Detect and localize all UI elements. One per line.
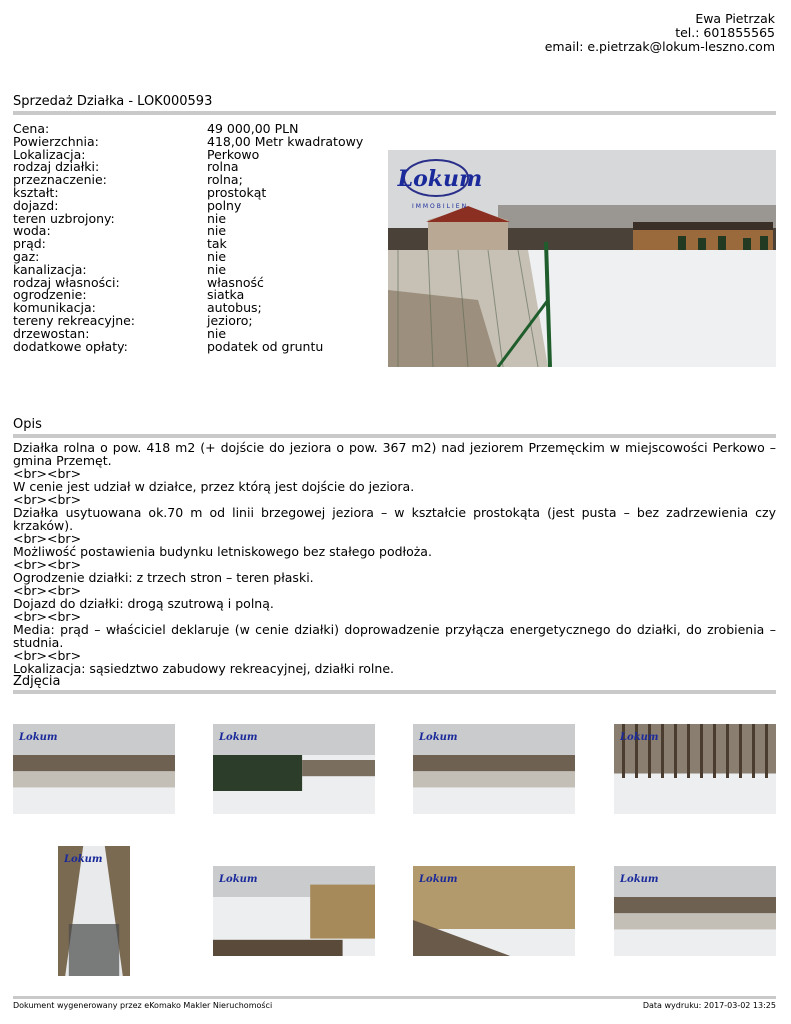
description-line: <br><br> bbox=[13, 609, 82, 624]
description-line: <br><br> bbox=[13, 492, 82, 507]
photo-thumbnail[interactable] bbox=[413, 724, 575, 814]
description-line: <br><br> bbox=[13, 531, 82, 546]
param-value: jezioro; bbox=[207, 312, 253, 328]
param-value: rolna bbox=[207, 159, 239, 175]
param-label: kształt: bbox=[13, 184, 59, 200]
photos-title: Zdjęcia bbox=[13, 674, 61, 689]
agent-contact bbox=[545, 12, 775, 54]
description-line: Możliwość postawienia budynku letniskowego bez stałego podłoża. bbox=[13, 544, 432, 559]
param-row bbox=[13, 122, 383, 135]
param-value: nie bbox=[207, 325, 227, 341]
description-line: Lokalizacja: sąsiedztwo zabudowy rekreacyjnej, działki rolne. bbox=[13, 661, 394, 676]
param-label: gaz: bbox=[13, 248, 40, 264]
param-value: nie bbox=[207, 248, 227, 264]
description-line: Media: prąd – właściciel deklaruje (w cenie działki) doprowadzenie przyłącza energetycznego do działki, do zrobienia – studnia. bbox=[13, 622, 776, 650]
param-value: Perkowo bbox=[207, 146, 260, 162]
param-row bbox=[13, 224, 383, 237]
description-line: <br><br> bbox=[13, 466, 82, 481]
thumbnail-logo-icon: Lokum bbox=[419, 732, 458, 743]
photo-thumbnail[interactable] bbox=[213, 724, 375, 814]
thumbnail-logo-icon: Lokum bbox=[419, 874, 458, 885]
param-label: Powierzchnia: bbox=[13, 133, 99, 149]
param-label: kanalizacja: bbox=[13, 261, 87, 277]
description-line: <br><br> bbox=[13, 557, 82, 572]
param-label: komunikacja: bbox=[13, 300, 96, 316]
param-row bbox=[13, 237, 383, 250]
param-label: tereny rekreacyjne: bbox=[13, 312, 136, 328]
param-row bbox=[13, 250, 383, 263]
param-row bbox=[13, 212, 383, 225]
footer-print-date: Data wydruku: 2017-03-02 13:25 bbox=[642, 1001, 776, 1010]
param-label: teren uzbrojony: bbox=[13, 210, 115, 226]
photo-thumbnail[interactable] bbox=[58, 846, 130, 976]
param-row bbox=[13, 135, 383, 148]
agent-phone: tel.: 601855565 bbox=[675, 25, 775, 40]
param-row bbox=[13, 173, 383, 186]
description-line: Działka rolna o pow. 418 m2 (+ dojście do jeziora o pow. 367 m2) nad jeziorem Przemęckim w miejscowości Perkowo – gmina Przemęt. bbox=[13, 440, 776, 468]
description-line: W cenie jest udział w działce, przez którą jest dojście do jeziora. bbox=[13, 479, 415, 494]
param-row bbox=[13, 263, 383, 276]
param-label: drzewostan: bbox=[13, 325, 90, 341]
param-value: 49 000,00 PLN bbox=[207, 121, 299, 136]
photo-thumbnail[interactable] bbox=[213, 866, 375, 956]
thumbnail-logo-icon: Lokum bbox=[19, 732, 58, 743]
description-line: <br><br> bbox=[13, 583, 82, 598]
description-line: Działka usytuowana ok.70 m od linii brzegowej jeziora – w kształcie prostokąta (jest pusta – bez zadrzewienia czy krzaków). bbox=[13, 505, 776, 533]
title-divider bbox=[13, 111, 776, 115]
param-label: Lokalizacja: bbox=[13, 146, 86, 162]
photo-thumbnail[interactable] bbox=[614, 724, 776, 814]
description-title: Opis bbox=[13, 417, 42, 432]
param-label: rodzaj działki: bbox=[13, 159, 100, 175]
param-label: rodzaj własności: bbox=[13, 274, 120, 290]
param-row bbox=[13, 314, 383, 327]
param-value: nie bbox=[207, 261, 227, 277]
param-value: polny bbox=[207, 197, 242, 213]
svg-text:Lokum: Lokum bbox=[397, 166, 483, 192]
param-label: dojazd: bbox=[13, 197, 59, 213]
thumbnail-logo-icon: Lokum bbox=[219, 732, 258, 743]
param-value: własność bbox=[207, 274, 264, 290]
param-label: ogrodzenie: bbox=[13, 287, 87, 303]
param-row bbox=[13, 199, 383, 212]
parameters-list bbox=[13, 122, 383, 352]
thumbnail-logo-icon: Lokum bbox=[64, 854, 103, 865]
param-value: tak bbox=[207, 236, 227, 252]
param-value: podatek od gruntu bbox=[207, 338, 324, 354]
param-label: przeznaczenie: bbox=[13, 172, 107, 188]
param-label: dodatkowe opłaty: bbox=[13, 338, 128, 354]
photos-divider bbox=[13, 690, 776, 694]
param-label: woda: bbox=[13, 223, 51, 239]
description-text bbox=[13, 441, 776, 675]
thumbnail-logo-icon: Lokum bbox=[620, 732, 659, 743]
agent-email: email: e.pietrzak@lokum-leszno.com bbox=[544, 39, 775, 54]
main-photo bbox=[388, 150, 776, 367]
thumbnail-logo-icon: Lokum bbox=[219, 874, 258, 885]
description-line: Ogrodzenie działki: z trzech stron – teren płaski. bbox=[13, 570, 314, 585]
description-line: <br><br> bbox=[13, 648, 82, 663]
photo-thumbnail[interactable] bbox=[614, 866, 776, 956]
param-label: prąd: bbox=[13, 236, 46, 252]
param-row bbox=[13, 186, 383, 199]
footer-divider bbox=[13, 996, 776, 999]
param-value: nie bbox=[207, 223, 227, 239]
thumbnail-logo-icon: Lokum bbox=[620, 874, 659, 885]
param-row bbox=[13, 327, 383, 340]
param-value: prostokąt bbox=[207, 184, 267, 200]
param-row bbox=[13, 340, 383, 353]
param-value: autobus; bbox=[207, 300, 262, 316]
svg-text:IMMOBILIEN: IMMOBILIEN bbox=[411, 203, 469, 210]
photo-thumbnail[interactable] bbox=[13, 724, 175, 814]
listing-title: Sprzedaż Działka - LOK000593 bbox=[13, 94, 213, 109]
param-value: siatka bbox=[207, 287, 245, 303]
param-value: rolna; bbox=[207, 172, 243, 188]
param-value: 418,00 Metr kwadratowy bbox=[207, 133, 364, 149]
description-divider bbox=[13, 434, 776, 438]
param-value: nie bbox=[207, 210, 227, 226]
agent-name: Ewa Pietrzak bbox=[695, 11, 775, 26]
footer-generated: Dokument wygenerowany przez eKomako Makler Nieruchomości bbox=[13, 1001, 273, 1010]
param-label: Cena: bbox=[13, 121, 50, 136]
photo-thumbnail[interactable] bbox=[413, 866, 575, 956]
description-line: Dojazd do działki: drogą szutrową i polną. bbox=[13, 596, 274, 611]
